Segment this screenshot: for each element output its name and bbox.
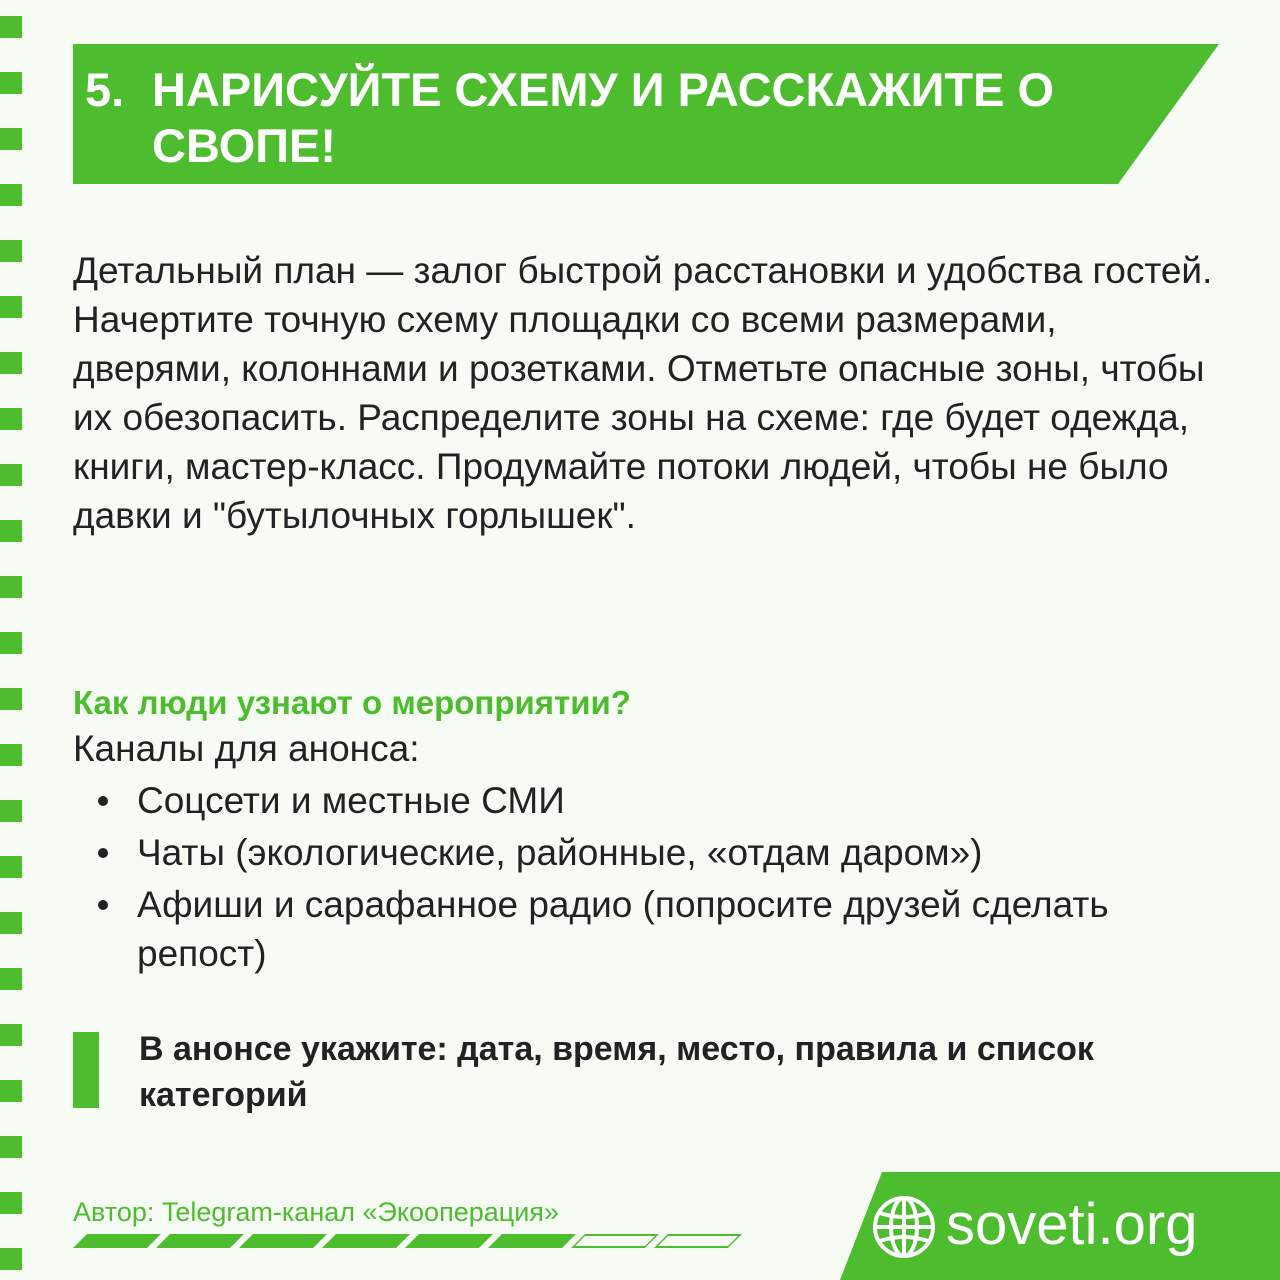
decorative-edge-strip <box>0 0 22 1280</box>
progress-segment <box>654 1234 742 1248</box>
bullet-icon <box>98 796 108 806</box>
channel-list <box>90 776 1210 981</box>
channels-title: Каналы для анонса: <box>73 728 420 769</box>
bullet-icon <box>98 900 108 910</box>
note-text: В анонсе укажите: дата, время, место, правила и список категорий <box>139 1030 1094 1114</box>
list-item <box>90 880 1210 978</box>
progress-segment <box>571 1234 659 1248</box>
list-item-text: Соцсети и местные СМИ <box>137 780 565 821</box>
page-title: НАРИСУЙТЕ СХЕМУ И РАССКАЖИТЕ О СВОПЕ! <box>152 63 1055 172</box>
list-item <box>90 776 1210 825</box>
brand-name: soveti.org <box>946 1192 1198 1257</box>
progress-segment <box>405 1234 493 1248</box>
list-item-text: Афиши и сарафанное радио (попросите друзей сделать репост) <box>137 884 1109 974</box>
progress-segment <box>322 1234 410 1248</box>
progress-segment <box>239 1234 327 1248</box>
section-question: Как люди узнают о мероприятии? <box>73 684 631 721</box>
author-credit: Автор: Telegram-канал «Экооперация» <box>73 1197 559 1227</box>
title-number: 5. <box>85 63 125 116</box>
globe-icon <box>870 1193 938 1261</box>
list-item <box>90 828 1210 877</box>
slide-progress-indicator <box>73 1234 743 1250</box>
body-paragraph: Детальный план — залог быстрой расстановки и удобства гостей. Начертите точную схему площадки со всеми размерами, дверями, колоннами и розетками. Отметьте опасные зоны, чтобы их обезопасить. Распределите зоны на схеме: где будет одежда, книги, мастер-класс. Продумайте потоки людей, чтобы не было давки и "бутылочных горлышек". <box>73 250 1213 536</box>
note-accent-bar <box>73 1032 99 1108</box>
progress-segment <box>73 1234 161 1248</box>
bullet-icon <box>98 848 108 858</box>
list-item-text: Чаты (экологические, районные, «отдам даром») <box>137 832 983 873</box>
progress-segment <box>156 1234 244 1248</box>
progress-segment <box>488 1234 576 1248</box>
